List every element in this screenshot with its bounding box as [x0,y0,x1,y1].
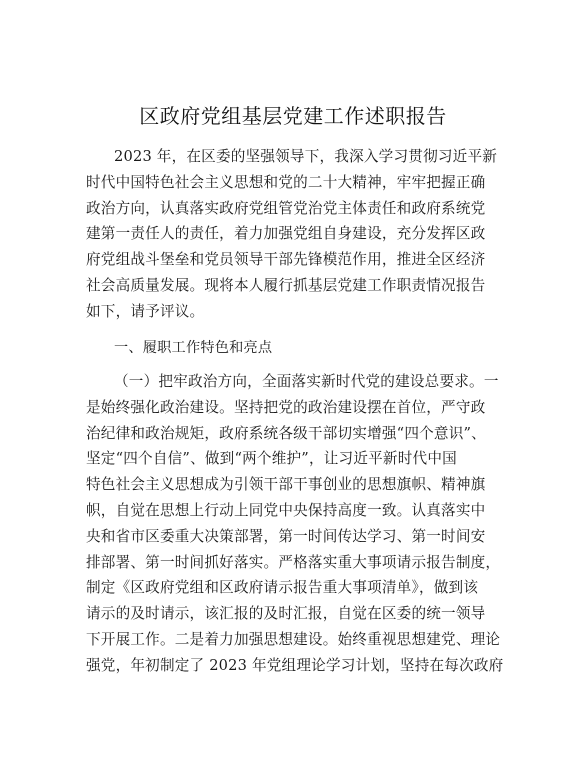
text-line: 央和省市区委重大决策部署，第一时间传达学习、第一时间安 [86,527,486,545]
text-line: 建第一责任人的责任，着力加强党组自身建设，充分发挥区政 [86,225,486,243]
text-line: 坚定“四个自信”、做到“两个维护”，让习近平新时代中国 [86,450,457,468]
intro-paragraph [86,144,506,325]
text-line: 府党组战斗堡垒和党员领导干部先锋模范作用，推进全区经济 [86,251,486,269]
text-line: 帜，自觉在思想上行动上同党中央保持高度一致。认真落实中 [86,501,486,519]
text-line: 是始终强化政治建设。坚持把党的政治建设摆在首位，严守政 [86,398,486,416]
text-line: 时代中国特色社会主义思想和党的二十大精神，牢牢把握正确 [86,173,486,191]
subsection-paragraph [86,369,506,679]
text-line: 排部署、第一时间抓好落实。严格落实重大事项请示报告制度， [86,553,501,571]
text-line: 如下，请予评议。 [86,302,205,320]
text-line: 2023 年，在区委的坚强领导下，我深入学习贯彻习近平新 [114,148,498,165]
document-title: 区政府党组基层党建工作述职报告 [139,104,447,128]
text-line: 强党，年初制定了 2023 年党组理论学习计划，坚持在每次政府 [86,656,504,674]
text-line: 下开展工作。二是着力加强思想建设。始终重视思想建党、理论 [86,630,501,648]
section-heading: 一、履职工作特色和亮点 [114,340,273,356]
text-line: 政治方向，认真落实政府党组管党治党主体责任和政府系统党 [86,199,486,217]
text-line: 请示的及时请示，该汇报的及时汇报，自觉在区委的统一领导 [86,605,486,623]
section-heading-block [86,336,506,362]
text-line: 治纪律和政治规矩，政府系统各级干部切实增强“四个意识”、 [86,424,486,442]
text-line: 社会高质量发展。现将本人履行抓基层党建工作职责情况报告 [86,276,486,294]
text-line: 制定《区政府党组和区政府请示报告重大事项清单》，做到该 [86,579,479,597]
text-line: （一）把牢政治方向，全面落实新时代党的建设总要求。一 [114,373,499,390]
text-line: 特色社会主义思想成为引领干部干事创业的思想旗帜、精神旗 [86,476,486,494]
